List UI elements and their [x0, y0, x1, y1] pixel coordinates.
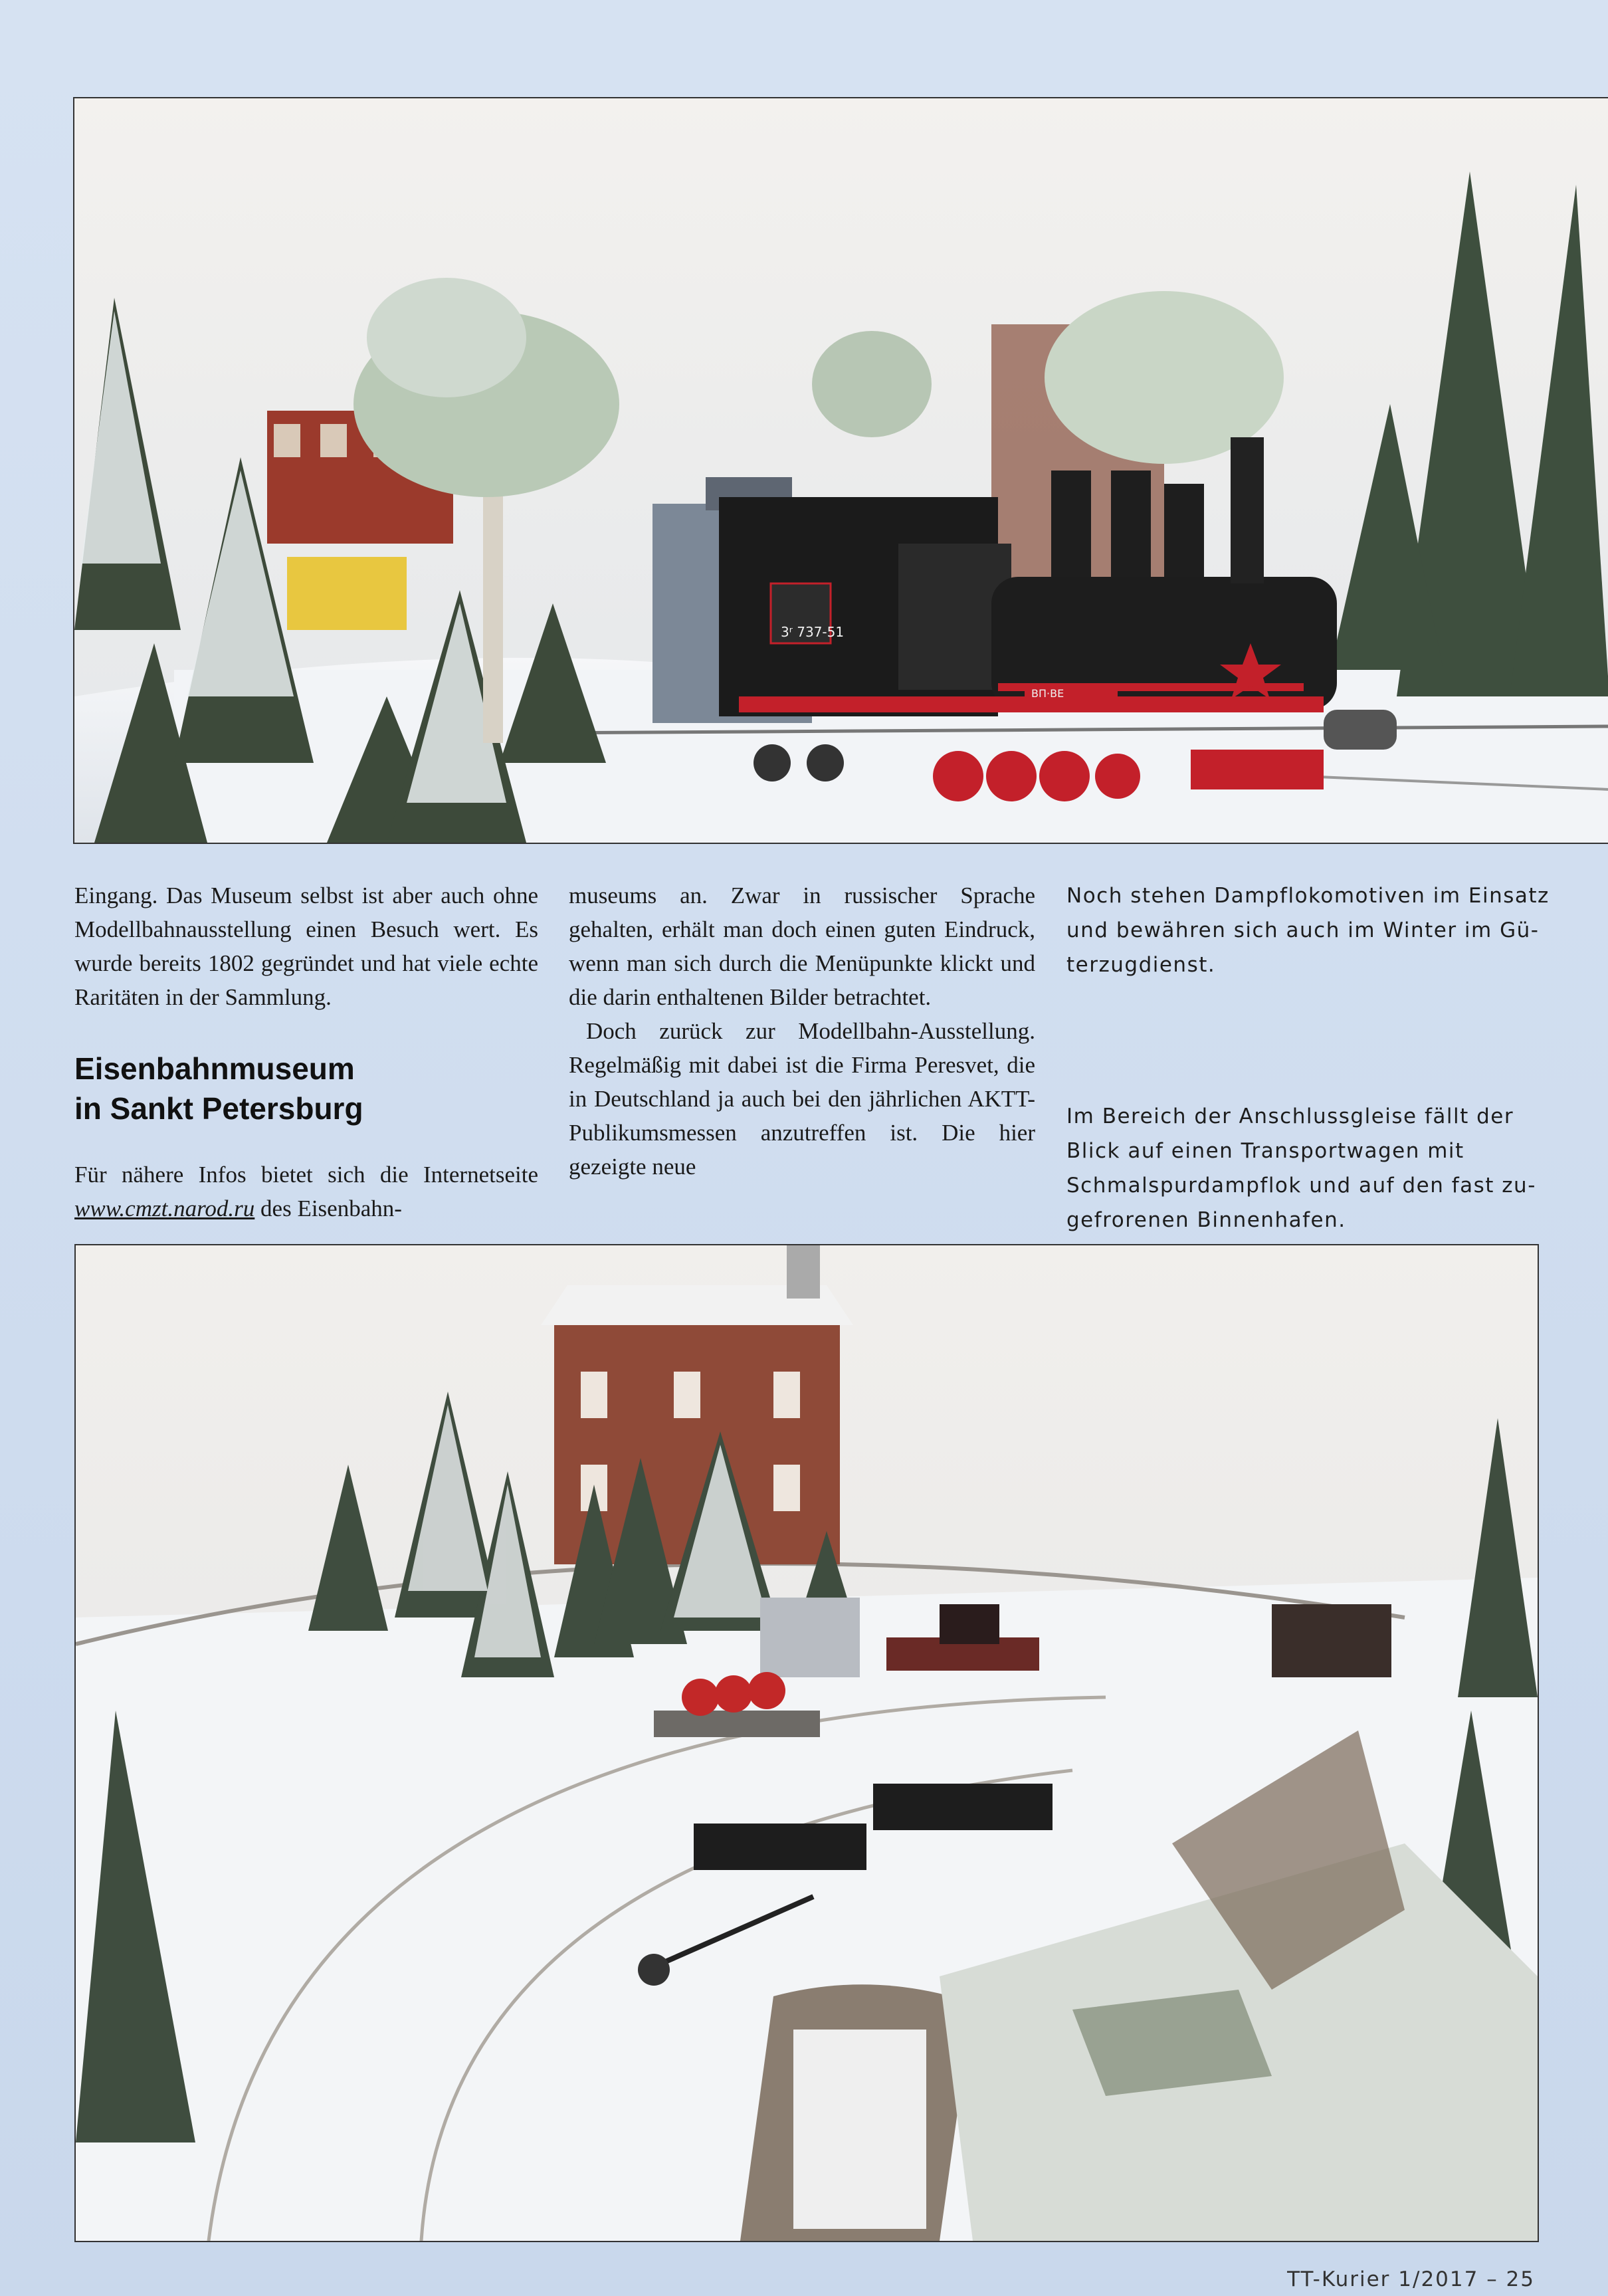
paragraph-website-continued: museums an. Zwar in russischer Sprache gehalten, erhält man doch einen guten Eindruck, wenn man sich durch die Menüpunkte klickt und die darin enthaltenen Bilder betrachtet. [569, 883, 1035, 1010]
caption-top-photo: Noch stehen Dampflokomotiven im Einsatz und bewähren sich auch im Winter im Güterzugdienst. [1066, 884, 1550, 977]
heading-line-1: Eisenbahnmuseum [74, 1051, 355, 1086]
photo-steam-locomotive-winter [73, 97, 1608, 844]
photo-sidings-frozen-harbor [74, 1244, 1539, 2242]
heading-line-2: in Sankt Petersburg [74, 1091, 363, 1126]
text-column-2 [569, 879, 1035, 1184]
website-text-before: Für nähere Infos bietet sich die Internetseite [74, 1162, 538, 1188]
paragraph-website [74, 1158, 538, 1225]
paragraph-exhibition: Doch zurück zur Modellbahn-Ausstellung. Regelmäßig mit dabei ist die Firma Peresvet, die in Deutschland ja auch bei den jährlichen AKTT-Publikumsmessen anzutreffen ist. Die hier gezeigte neue [569, 1018, 1035, 1180]
text-column-1 [74, 879, 538, 1225]
page-footer: TT-Kurier 1/2017 – 25 [1287, 2267, 1535, 2291]
website-link[interactable]: www.cmzt.narod.ru [74, 1196, 255, 1221]
loco-number-plate: 3ʳ 737-51 [781, 624, 845, 640]
paragraph-museum-intro: Eingang. Das Museum selbst ist aber auch ohne Modellbahnausstellung einen Besuch wert. Es wurde bereits 1802 gegründet und hat viele echte Raritäten in der Sammlung. [74, 883, 538, 1010]
caption-column [1066, 879, 1552, 1237]
website-text-after: des Eisenbahn- [254, 1196, 402, 1221]
section-heading [74, 1049, 538, 1128]
loco-side-plate: ВП·ВЕ [1031, 687, 1064, 700]
caption-bottom-photo: Im Bereich der Anschlussgleise fällt der Blick auf einen Transportwagen mit Schmalspurdampflok und auf den fast zugefrorenen Binnenhafen. [1066, 1104, 1536, 1232]
